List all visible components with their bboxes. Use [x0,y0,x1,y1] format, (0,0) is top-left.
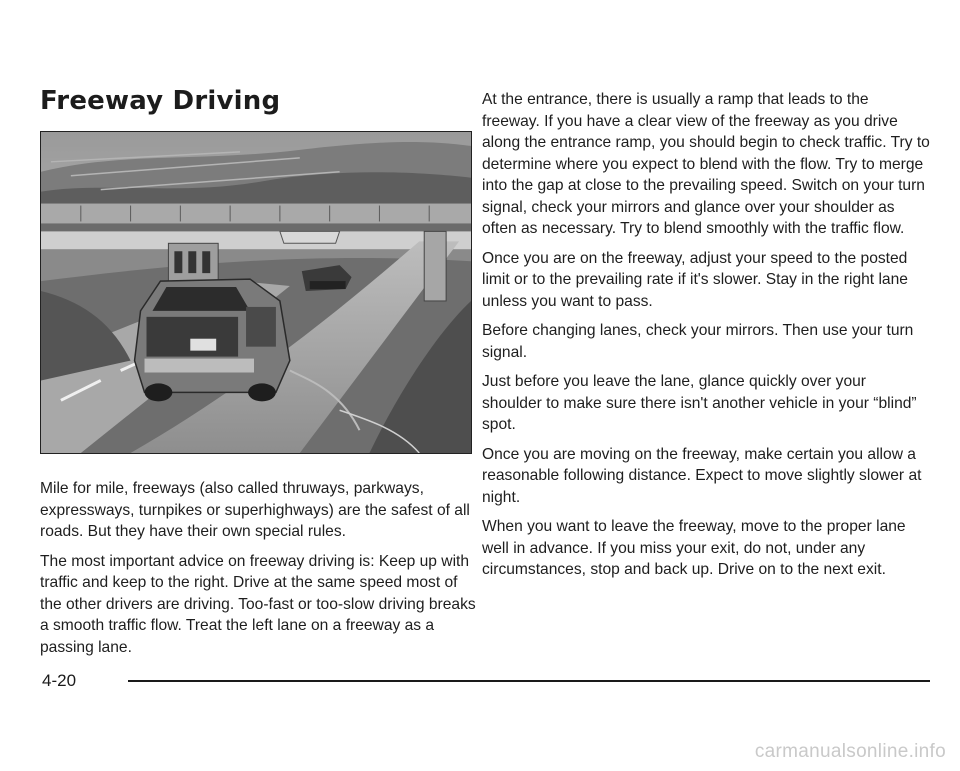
left-column-text [40,478,480,666]
watermark: carmanualsonline.info [754,741,946,762]
paragraph: Once you are moving on the freeway, make certain you allow a reasonable following distance. Expect to move slightly slower at night. [482,445,922,506]
paragraph: Once you are on the freeway, adjust your speed to the posted limit or to the prevailing rate if it's slower. Stay in the right lane unless you want to pass. [482,249,908,310]
paragraph: The most important advice on freeway driving is: Keep up with traffic and keep to the right. Drive at the same speed most of the other drivers are driving. Too-fast or too-slow driving breaks a smooth traffic flow. Treat the left lane on a freeway as a passing lane. [40,552,476,656]
paragraph: At the entrance, there is usually a ramp that leads to the freeway. If you have a clear view of the freeway as you drive along the entrance ramp, you should begin to check traffic. Try to determine where you expect to blend with the flow. Try to merge into the gap at close to the prevailing speed. Switch on your turn signal, check your mirrors and glance over your shoulder as often as necessary. Try to blend smoothly with the traffic flow. [482,91,930,237]
paragraph: Just before you leave the lane, glance quickly over your shoulder to make sure there isn't another vehicle in your “blind” spot. [482,373,917,433]
paragraph: Mile for mile, freeways (also called thruways, parkways, expressways, turnpikes or superhighways) are the safest of all roads. But they have their own special rules. [40,480,470,540]
footer-divider [128,680,930,682]
paragraph: When you want to leave the freeway, move to the proper lane well in advance. If you miss your exit, do not, under any circumstances, stop and back up. Drive on to the next exit. [482,518,906,578]
page-title: Freeway Driving [40,86,281,116]
right-column-text [482,89,930,589]
freeway-minivan-illustration-icon [41,132,471,453]
page-number: 4-20 [42,671,77,690]
paragraph: Before changing lanes, check your mirrors. Then use your turn signal. [482,322,914,361]
freeway-illustration [40,131,472,454]
